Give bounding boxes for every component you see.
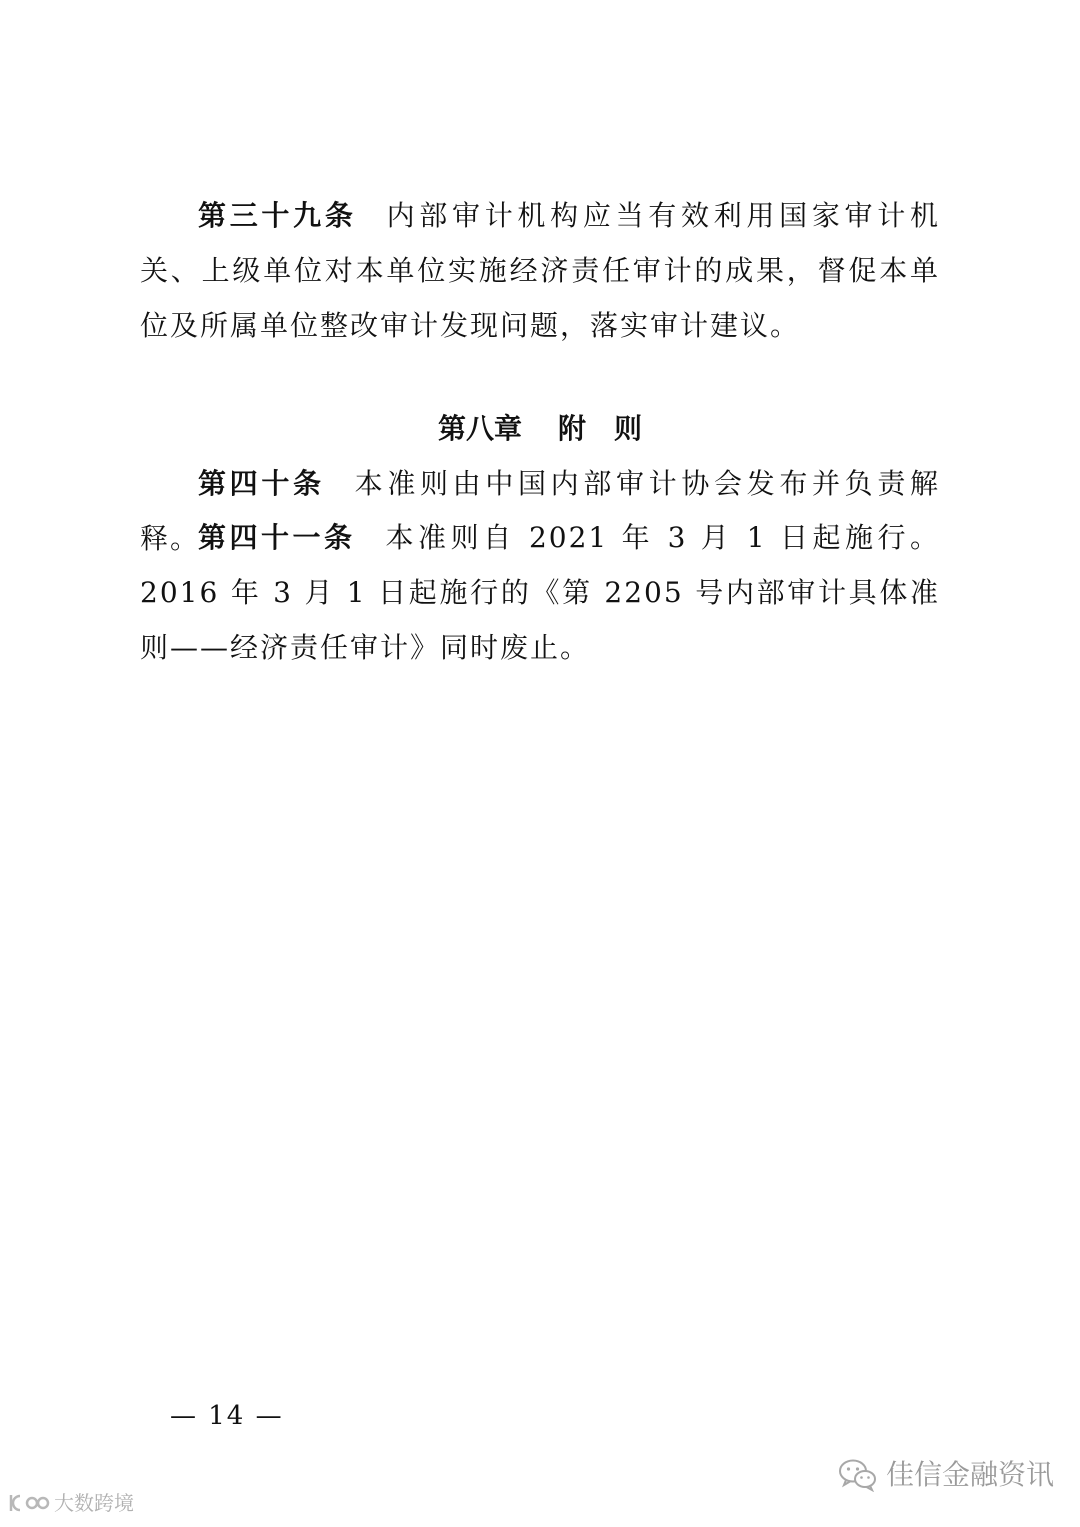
article-39-label: 第三十九条 bbox=[198, 199, 357, 232]
article-39 bbox=[140, 188, 940, 353]
wechat-icon bbox=[838, 1458, 878, 1492]
page-number: — 14 — bbox=[170, 1401, 284, 1431]
chapter-heading bbox=[0, 404, 1080, 454]
chapter-number: 第八章 bbox=[437, 412, 522, 445]
article-40-text: 本准则由中国内部审计协会发布并负责解释。 bbox=[140, 467, 940, 555]
brand-logo-icon bbox=[6, 1491, 50, 1515]
article-41 bbox=[140, 510, 940, 675]
chapter-title: 附 则 bbox=[558, 412, 643, 445]
article-40-label: 第四十条 bbox=[198, 467, 325, 500]
watermark-right-text: 佳信金融资讯 bbox=[886, 1458, 1055, 1491]
article-41-label: 第四十一条 bbox=[198, 521, 356, 554]
watermark-logo bbox=[6, 1488, 134, 1518]
article-39-text: 内部审计机构应当有效利用国家审计机关、上级单位对本单位实施经济责任审计的成果，督促本单位及所属单位整改审计发现问题，落实审计建议。 bbox=[140, 199, 940, 342]
watermark-wechat bbox=[838, 1455, 1054, 1495]
article-41-text: 本准则自 2021 年 3 月 1 日起施行。2016 年 3 月 1 日起施行的《第 2205 号内部审计具体准则——经济责任审计》同时废止。 bbox=[140, 521, 940, 664]
watermark-left-text: 大数跨境 bbox=[54, 1491, 134, 1515]
